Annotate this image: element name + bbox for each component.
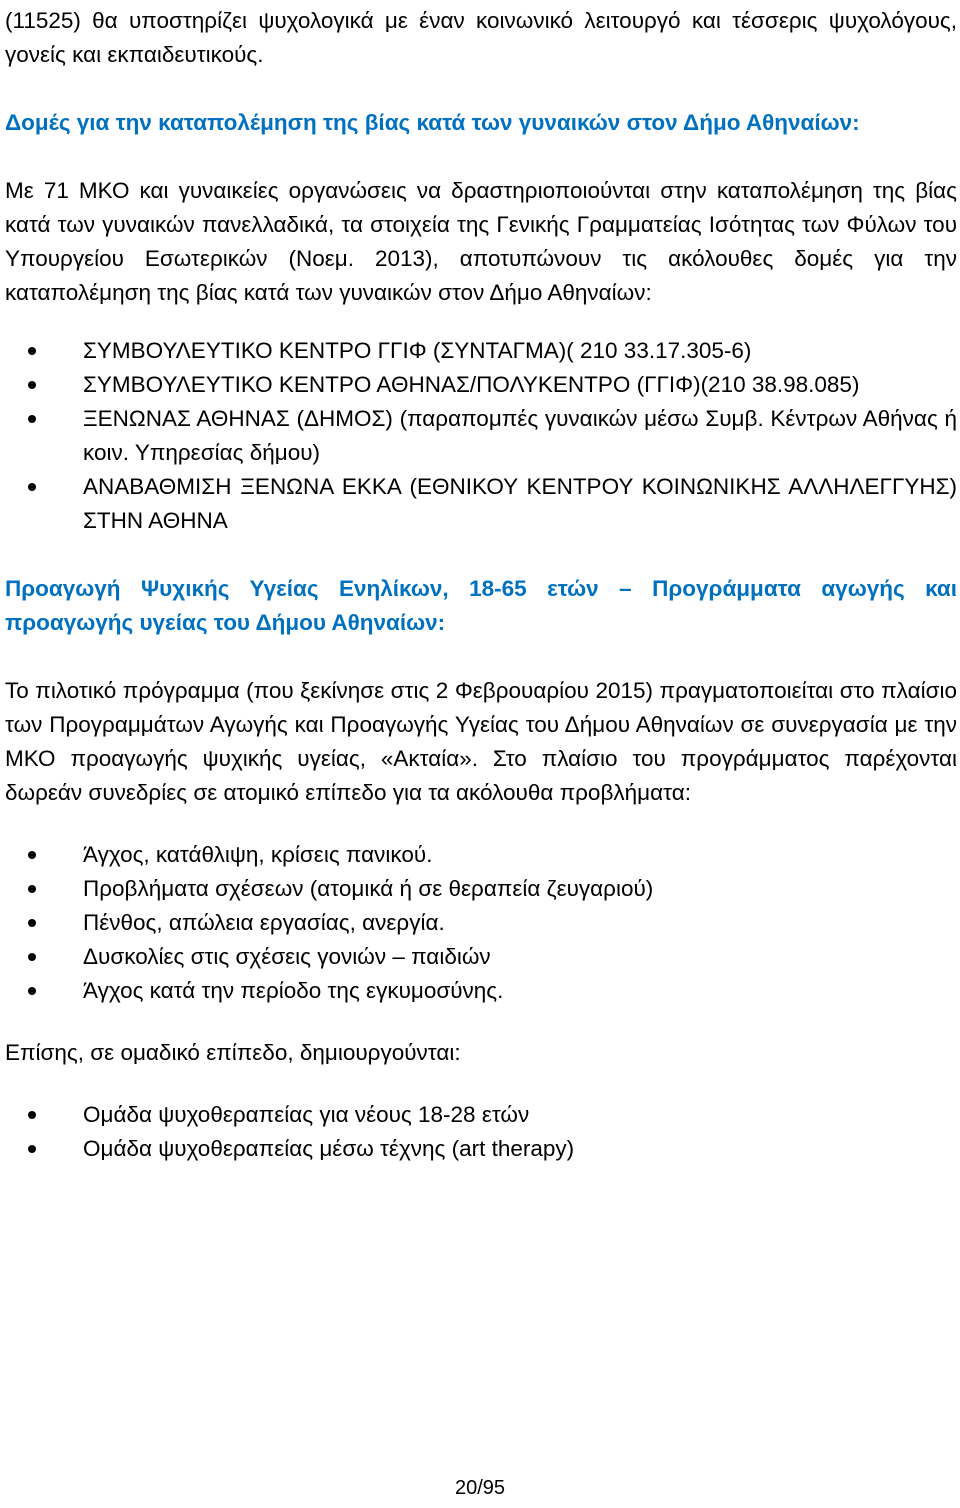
spacer <box>5 538 957 572</box>
document-page <box>5 4 957 1166</box>
spacer <box>5 140 957 174</box>
list-item: ΞΕΝΩΝΑΣ ΑΘΗΝΑΣ (ΔΗΜΟΣ) (παραπομπές γυναικών μέσω Συμβ. Κέντρων Αθήνας ή κοιν. Υπηρεσίας δήμου) <box>5 402 957 470</box>
list-item: Πένθος, απώλεια εργασίας, ανεργία. <box>5 906 957 940</box>
violence-structures-list <box>5 334 957 538</box>
spacer <box>5 1070 957 1098</box>
group-intro: Επίσης, σε ομαδικό επίπεδο, δημιουργούνται: <box>5 1040 461 1065</box>
page-number: 20/95 <box>454 1477 506 1499</box>
list-item: ΑΝΑΒΑΘΜΙΣΗ ΞΕΝΩΝΑ ΕΚΚΑ (ΕΘΝΙΚΟΥ ΚΕΝΤΡΟΥ ΚΟΙΝΩΝΙΚΗΣ ΑΛΛΗΛΕΓΓΥΗΣ) ΣΤΗΝ ΑΘΗΝΑ <box>5 470 957 538</box>
spacer <box>5 310 957 334</box>
group-therapy-list <box>5 1098 957 1166</box>
list-item: Προβλήματα σχέσεων (ατομικά ή σε θεραπεία ζευγαριού) <box>5 872 957 906</box>
mental-health-paragraph: Το πιλοτικό πρόγραμμα (που ξεκίνησε στις 2 Φεβρουαρίου 2015) πραγματοποιείται στο πλαίσιο των Προγραμμάτων Αγωγής και Προαγωγής Υγείας του Δήμου Αθηναίων σε συνεργασία με την ΜΚΟ προαγωγής ψυχικής υγείας, «Ακταία». Στο πλαίσιο του προγράμματος παρέχονται δωρεάν συνεδρίες σε ατομικό επίπεδο για τα ακόλουθα προβλήματα: <box>5 678 957 805</box>
list-item: ΣΥΜΒΟΥΛΕΥΤΙΚΟ ΚΕΝΤΡΟ ΑΘΗΝΑΣ/ΠΟΛΥΚΕΝΤΡΟ (ΓΓΙΦ)(210 38.98.085) <box>5 368 957 402</box>
intro-paragraph: (11525) θα υποστηρίζει ψυχολογικά με έναν κοινωνικό λειτουργό και τέσσερις ψυχολόγους, γονείς και εκπαιδευτικούς. <box>5 8 957 67</box>
list-item: Άγχος, κατάθλιψη, κρίσεις πανικού. <box>5 838 957 872</box>
list-item: Ομάδα ψυχοθεραπείας μέσω τέχνης (art therapy) <box>5 1132 957 1166</box>
spacer <box>5 1008 957 1036</box>
list-item: ΣΥΜΒΟΥΛΕΥΤΙΚΟ ΚΕΝΤΡΟ ΓΓΙΦ (ΣΥΝΤΑΓΜΑ)( 210 33.17.305-6) <box>5 334 957 368</box>
spacer <box>5 640 957 674</box>
spacer <box>5 72 957 106</box>
mental-health-section-heading: Προαγωγή Ψυχικής Υγείας Ενηλίκων, 18-65 ετών – Προγράμματα αγωγής και προαγωγής υγείας του Δήμου Αθηναίων: <box>5 576 957 635</box>
list-item: Δυσκολίες στις σχέσεις γονιών – παιδιών <box>5 940 957 974</box>
violence-section-paragraph: Με 71 ΜΚΟ και γυναικείες οργανώσεις να δραστηριοποιούνται στην καταπολέμηση της βίας κατά των γυναικών πανελλαδικά, τα στοιχεία της Γενικής Γραμματείας Ισότητας των Φύλων του Υπουργείου Εσωτερικών (Νοεμ. 2013), αποτυπώνουν τις ακόλουθες δομές για την καταπολέμηση της βίας κατά των γυναικών στον Δήμο Αθηναίων: <box>5 178 957 305</box>
list-item: Ομάδα ψυχοθεραπείας για νέους 18-28 ετών <box>5 1098 957 1132</box>
individual-problems-list <box>5 838 957 1008</box>
violence-section-heading: Δομές για την καταπολέμηση της βίας κατά των γυναικών στον Δήμο Αθηναίων: <box>5 110 860 135</box>
list-item: Άγχος κατά την περίοδο της εγκυμοσύνης. <box>5 974 957 1008</box>
spacer <box>5 810 957 838</box>
